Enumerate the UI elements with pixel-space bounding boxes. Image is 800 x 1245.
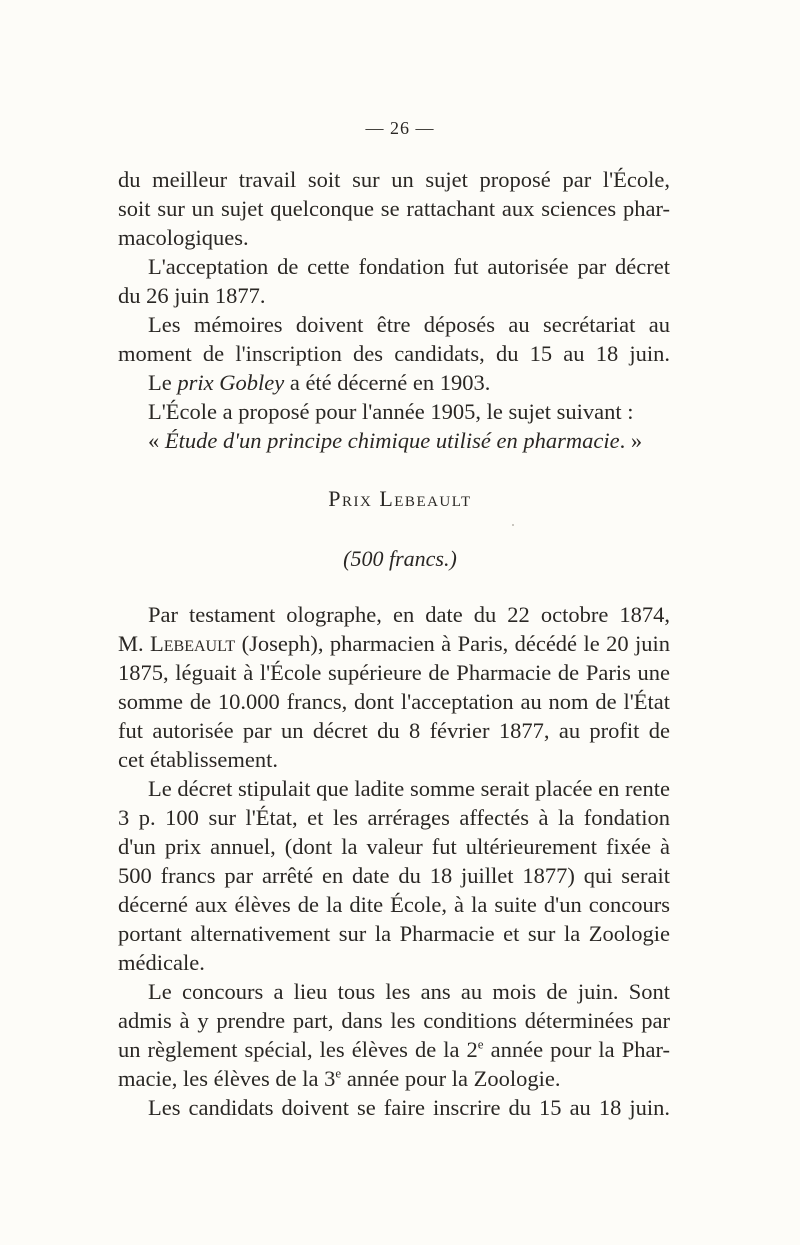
text-line bbox=[118, 630, 670, 658]
text-span: un règlement spécial, les élèves de la 2 bbox=[118, 1037, 478, 1062]
quote-close: . » bbox=[619, 428, 643, 453]
text-line bbox=[118, 1065, 670, 1093]
section-heading bbox=[0, 486, 800, 512]
subject-title: Étude d'un principe chimique utilisé en pharmacie bbox=[164, 428, 620, 453]
text-line: Le concours a lieu tous les ans au mois de juin. Sont bbox=[148, 979, 670, 1004]
prize-name: prix Gobley bbox=[177, 370, 285, 395]
text-line: moment de l'inscription des candidats, du 15 au 18 juin. bbox=[118, 341, 670, 366]
text-line: somme de 10.000 francs, dont l'acceptation au nom de l'État bbox=[118, 689, 670, 714]
ordinal-sup: e bbox=[335, 1065, 342, 1081]
text-span: macie, les élèves de la 3 bbox=[118, 1066, 336, 1091]
subject-line bbox=[148, 427, 670, 455]
person-name: Lebeault bbox=[150, 631, 236, 656]
text-line: médicale. bbox=[118, 950, 205, 975]
speck bbox=[512, 524, 514, 526]
text-line: d'un prix annuel, (dont la valeur fut ultérieurement fixée à bbox=[118, 834, 670, 859]
text-span: année pour la Zoologie. bbox=[341, 1066, 561, 1091]
ordinal-sup: e bbox=[477, 1036, 484, 1052]
text-line: du 26 juin 1877. bbox=[118, 283, 266, 308]
text-line: du meilleur travail soit sur un sujet proposé par l'École, bbox=[118, 167, 670, 192]
text-line: Les mémoires doivent être déposés au secrétariat au bbox=[148, 312, 670, 337]
text-line bbox=[118, 1036, 670, 1064]
text-line: portant alternativement sur la Pharmacie et sur la Zoologie bbox=[118, 921, 670, 946]
text-line: Par testament olographe, en date du 22 octobre 1874, bbox=[148, 602, 670, 627]
quote-open: « bbox=[148, 428, 165, 453]
text-span: Le bbox=[148, 370, 178, 395]
text-line: L'École a proposé pour l'année 1905, le sujet suivant : bbox=[148, 399, 634, 424]
text-line: fut autorisée par un décret du 8 février 1877, au profit de bbox=[118, 718, 670, 743]
text-line: décerné aux élèves de la dite École, à la suite d'un concours bbox=[118, 892, 670, 917]
text-span: M. bbox=[118, 631, 151, 656]
heading-text: Prix Lebeault bbox=[328, 486, 472, 511]
text-line: admis à y prendre part, dans les conditions déterminées par bbox=[118, 1008, 670, 1033]
text-line: 500 francs par arrêté en date du 18 juillet 1877) qui serait bbox=[118, 863, 670, 888]
text-line: cet établissement. bbox=[118, 747, 278, 772]
gobley-line bbox=[148, 369, 670, 397]
text-line: soit sur un sujet quelconque se rattachant aux sciences phar- bbox=[118, 196, 670, 221]
text-line: Les candidats doivent se faire inscrire du 15 au 18 juin. bbox=[148, 1095, 670, 1120]
text-span: (Joseph), pharmacien à Paris, décédé le 20 juin bbox=[235, 631, 670, 656]
text-span: année pour la Phar- bbox=[483, 1037, 670, 1062]
prize-amount: (500 francs.) bbox=[343, 546, 457, 571]
text-span: a été décerné en 1903. bbox=[284, 370, 491, 395]
text-line: 3 p. 100 sur l'État, et les arrérages affectés à la fondation bbox=[118, 805, 670, 830]
text-line: L'acceptation de cette fondation fut autorisée par décret bbox=[148, 254, 670, 279]
text-line: Le décret stipulait que ladite somme serait placée en rente bbox=[148, 776, 670, 801]
page-number: — 26 — bbox=[365, 118, 435, 138]
text-line: 1875, léguait à l'École supérieure de Pharmacie de Paris une bbox=[118, 660, 670, 685]
text-line: macologiques. bbox=[118, 225, 249, 250]
